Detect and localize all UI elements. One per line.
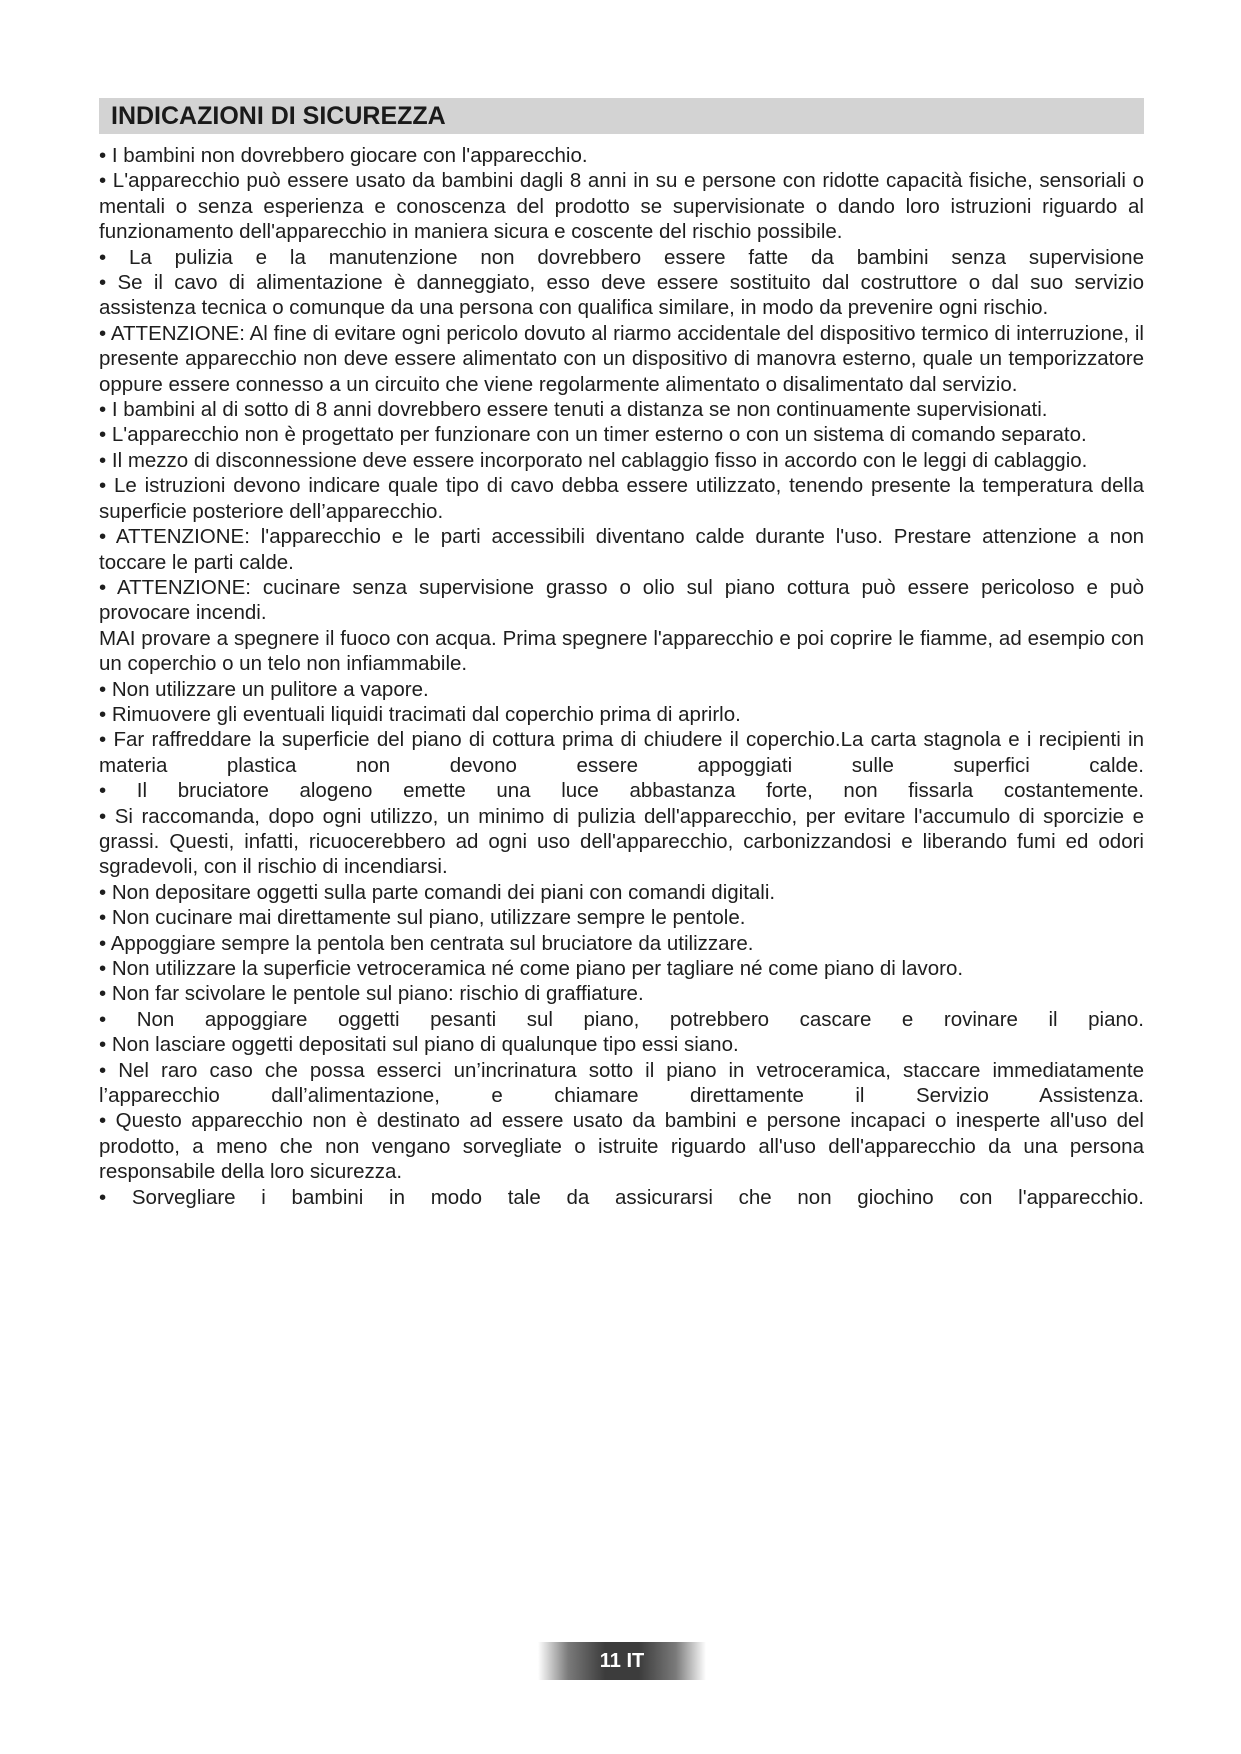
safety-paragraph: • Il bruciatore alogeno emette una luce abbastanza forte, non fissarla costantemente. xyxy=(99,779,1144,803)
safety-paragraph: • Non utilizzare la superficie vetroceramica né come piano per tagliare né come piano di lavoro. xyxy=(99,957,964,980)
safety-paragraph: • Non far scivolare le pentole sul piano: rischio di graffiature. xyxy=(99,982,644,1006)
safety-paragraph: • ATTENZIONE: l'apparecchio e le parti accessibili diventano calde durante l'uso. Prestare attenzione a non toccare le parti calde. xyxy=(99,525,1144,574)
safety-paragraph: • Non lasciare oggetti depositati sul piano di qualunque tipo essi siano. xyxy=(99,1033,739,1057)
safety-paragraph: • Non cucinare mai direttamente sul piano, utilizzare sempre le pentole. xyxy=(99,906,746,930)
safety-paragraph: • Appoggiare sempre la pentola ben centrata sul bruciatore da utilizzare. xyxy=(99,931,754,955)
safety-paragraph: • Rimuovere gli eventuali liquidi tracimati dal coperchio prima di aprirlo. xyxy=(99,702,741,726)
section-title: INDICAZIONI DI SICUREZZA xyxy=(111,102,446,130)
section-header xyxy=(99,98,1144,134)
safety-paragraph: • L'apparecchio non è progettato per funzionare con un timer esterno o con un sistema di comando separato. xyxy=(99,423,1087,447)
safety-paragraph: • Nel raro caso che possa esserci un’incrinatura sotto il piano in vetroceramica, staccare immediatamente l’apparecchio dall’alimentazione, e chiamare direttamente il Servizio Assistenza. xyxy=(99,1058,1144,1108)
safety-paragraph: • Non depositare oggetti sulla parte comandi dei piani con comandi digitali. xyxy=(99,880,776,904)
safety-paragraph: • Far raffreddare la superficie del piano di cottura prima di chiudere il coperchio.La carta stagnola e i recipienti in materia plastica non devono essere appoggiati sulle superfici calde. xyxy=(99,728,1144,777)
page-number-badge xyxy=(538,1642,706,1680)
page-number: 11 IT xyxy=(599,1650,645,1672)
safety-paragraph: • Non utilizzare un pulitore a vapore. xyxy=(99,677,429,701)
safety-paragraph: • Il mezzo di disconnessione deve essere incorporato nel cablaggio fisso in accordo con le leggi di cablaggio. xyxy=(99,448,1088,472)
safety-paragraph: • La pulizia e la manutenzione non dovrebbero essere fatte da bambini senza supervisione xyxy=(99,245,1144,269)
safety-paragraph: • ATTENZIONE: Al fine di evitare ogni pericolo dovuto al riarmo accidentale del dispositivo termico di interruzione, il presente apparecchio non deve essere alimentato con un dispositivo di manovra esterno, quale un temporizzatore oppure essere connesso a un circuito che viene regolarmente alimentato o disalimentato dal servizio. xyxy=(99,321,1144,396)
safety-paragraph: • I bambini non dovrebbero giocare con l'apparecchio. xyxy=(99,144,588,167)
safety-paragraph: • I bambini al di sotto di 8 anni dovrebbero essere tenuti a distanza se non continuamente supervisionati. xyxy=(99,398,1048,422)
safety-paragraph: • Questo apparecchio non è destinato ad essere usato da bambini e persone incapaci o inesperte all'uso del prodotto, a meno che non vengano sorvegliate o istruite riguardo all'uso dell'apparecchio da una persona responsabile della loro sicurezza. xyxy=(99,1109,1144,1184)
safety-paragraph: • Sorvegliare i bambini in modo tale da assicurarsi che non giochino con l'apparecchio. xyxy=(99,1185,1144,1209)
safety-paragraph: • Non appoggiare oggetti pesanti sul piano, potrebbero cascare e rovinare il piano. xyxy=(99,1007,1144,1031)
safety-text-block xyxy=(99,143,1144,1210)
safety-paragraph: • ATTENZIONE: cucinare senza supervisione grasso o olio sul piano cottura può essere pericoloso e può provocare incendi. xyxy=(99,575,1144,625)
safety-paragraph: • Si raccomanda, dopo ogni utilizzo, un minimo di pulizia dell'apparecchio, per evitare l'accumulo di sporcizie e grassi. Questi, infatti, ricuocerebbero ad ogni uso dell'apparecchio, carbonizzandosi e liberando fumi ed odori sgradevoli, con il rischio di incendiarsi. xyxy=(99,804,1144,879)
safety-paragraph: • L'apparecchio può essere usato da bambini dagli 8 anni in su e persone con ridotte capacità fisiche, sensoriali o mentali o senza esperienza e conoscenza del prodotto se supervisionate o dando loro istruzioni riguardo al funzionamento dell'apparecchio in maniera sicura e coscente del rischio possibile. xyxy=(99,169,1144,244)
safety-paragraph: • Se il cavo di alimentazione è danneggiato, esso deve essere sostituito dal costruttore o dal suo servizio assistenza tecnica o comunque da una persona con qualifica similare, in modo da prevenire ogni rischio. xyxy=(99,271,1144,320)
safety-paragraph: • Le istruzioni devono indicare quale tipo di cavo debba essere utilizzato, tenendo presente la temperatura della superficie posteriore dell’apparecchio. xyxy=(99,474,1144,523)
safety-paragraph: MAI provare a spegnere il fuoco con acqua. Prima spegnere l'apparecchio e poi coprire le fiamme, ad esempio con un coperchio o un telo non infiammabile. xyxy=(99,626,1144,676)
